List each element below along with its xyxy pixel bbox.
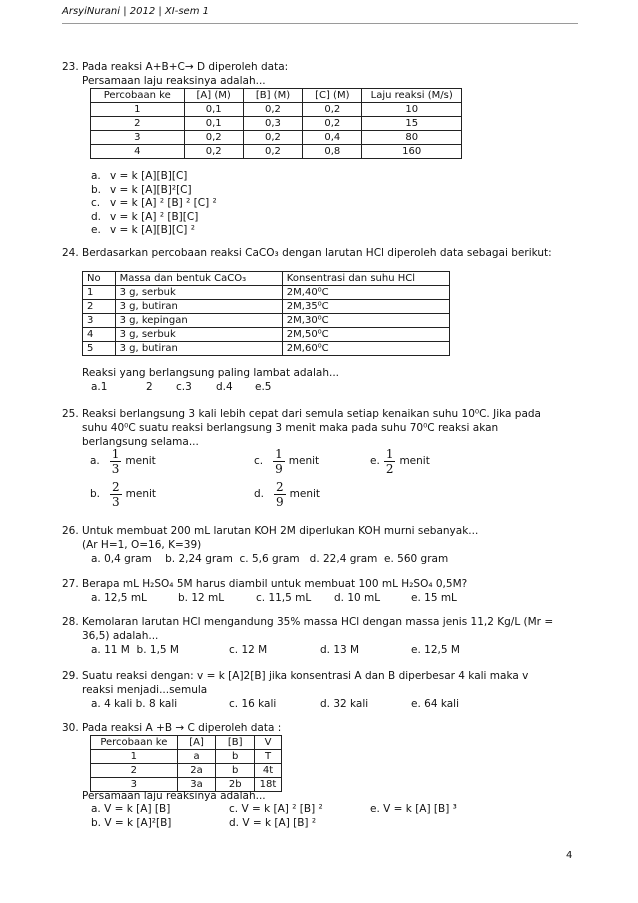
q24-opt-c: c.3 [176,381,192,393]
table-cell: 2a [177,764,216,778]
table-row [91,145,462,159]
table-cell: 4 [83,328,116,342]
q27-line1: Berapa mL H₂SO₄ 5M harus diambil untuk membuat 100 mL H₂SO₄ 0,5M? [82,578,468,590]
q27-opt-e: e. 15 mL [411,592,457,604]
table-header-cell: No [83,272,116,286]
table-cell: T [255,750,282,764]
table-cell: 3 g, butiran [115,342,282,356]
q26-options: a. 0,4 gram b. 2,24 gram c. 5,6 gram d. 22,4 gram e. 560 gram [91,553,449,565]
table-row [91,103,462,117]
q29-opt-e: e. 64 kali [411,698,459,710]
q23-number: 23. [62,61,79,73]
table-cell: 0,2 [184,131,243,145]
table-cell: 2M,40⁰C [282,286,449,300]
q26-number: 26. [62,525,79,537]
table-cell: 3a [177,778,216,792]
table-cell: b [216,750,255,764]
table-cell: 80 [362,131,462,145]
table-cell: 3 g, serbuk [115,286,282,300]
table-cell: 5 [83,342,116,356]
table-cell: 3 g, kepingan [115,314,282,328]
q29-opt-c: c. 16 kali [229,698,277,710]
table-cell: 1 [91,750,178,764]
table-cell: b [216,764,255,778]
table-cell: 1 [91,103,185,117]
q23-option-text: v = k [A][B]²[C] [110,183,192,196]
q23-table [90,88,462,159]
table-cell: 10 [362,103,462,117]
q29-opt-ab: a. 4 kali b. 8 kali [91,698,178,710]
q24-table [82,271,450,356]
q23-line2: Persamaan laju reaksinya adalah... [82,75,266,87]
q30-text: Pada reaksi A +B → C diperoleh data : [82,722,282,734]
table-header-cell: [A] [177,736,216,750]
q24-opt-d: d.4 [216,381,233,393]
table-cell: 2M,35⁰C [282,300,449,314]
header-divider [62,23,578,24]
q25-opt-a: a. $\frac{1}{3}$ menit [90,446,156,476]
table-row [83,342,450,356]
table-cell: 2b [216,778,255,792]
table-row [83,328,450,342]
table-cell: 160 [362,145,462,159]
table-header-cell: [A] (M) [184,89,243,103]
q30-table [90,735,282,792]
q27-opt-d: d. 10 mL [334,592,381,604]
table-row [91,764,282,778]
q25-opt-d: d. $\frac{2}{9}$ menit [254,479,321,509]
table-header-cell: V [255,736,282,750]
q30-opt-d: d. V = k [A] [B] ² [229,817,317,829]
q23-option-letter: b. [91,183,102,196]
q25-opt-e: e. $\frac{1}{2}$ menit [370,446,430,476]
q28-opt-ab: a. 11 M b. 1,5 M [91,644,179,656]
table-cell: 0,4 [303,131,362,145]
table-cell: 4 [91,145,185,159]
table-cell: a [177,750,216,764]
q25-opt-b: b. $\frac{2}{3}$ menit [90,479,157,509]
q29-line2: reaksi menjadi...semula [82,684,208,696]
q27-number: 27. [62,578,79,590]
q29-line1: Suatu reaksi dengan: v = k [A]2[B] jika konsentrasi A dan B diperbesar 4 kali maka v [82,670,529,682]
table-header-cell: [C] (M) [303,89,362,103]
q30-number: 30. [62,722,79,734]
table-cell: 0,2 [243,131,302,145]
table-row [83,314,450,328]
table-cell: 2M,30⁰C [282,314,449,328]
table-header-cell: Massa dan bentuk CaCO₃ [115,272,282,286]
table-cell: 3 [91,778,178,792]
table-cell: 18t [255,778,282,792]
table-cell: 3 g, butiran [115,300,282,314]
q23-option-letter: d. [91,210,102,223]
table-cell: 0,1 [184,103,243,117]
table-cell: 1 [83,286,116,300]
q23-option-letter: e. [91,224,101,236]
table-header-cell: Konsentrasi dan suhu HCl [282,272,449,286]
q25-line3: berlangsung selama... [82,436,199,448]
q23-option-text: v = k [A] ² [B][C] [110,210,199,223]
page-header: ArsyiNurani | 2012 | XI-sem 1 [62,6,209,17]
table-row [91,750,282,764]
q23-text: Pada reaksi A+B+C→ D diperoleh data: [82,61,289,73]
table-cell: 4t [255,764,282,778]
q23-option-letter: a. [91,170,101,182]
table-cell: 2 [91,764,178,778]
table-header-row [91,89,462,103]
q27-opt-a: a. 12,5 mL [91,592,147,604]
q24-opt-b: 2 [146,381,153,393]
table-cell: 2M,50⁰C [282,328,449,342]
q25-number: 25. [62,408,79,420]
table-cell: 2 [91,117,185,131]
table-header-row [83,272,450,286]
table-header-row [91,736,282,750]
q24-opt-a: a.1 [91,381,108,393]
table-cell: 3 [91,131,185,145]
q30-opt-a: a. V = k [A] [B] [91,803,171,815]
q26-line2: (Ar H=1, O=16, K=39) [82,539,202,551]
table-cell: 3 g, serbuk [115,328,282,342]
table-row [83,286,450,300]
table-cell: 0,1 [184,117,243,131]
table-cell: 0,8 [303,145,362,159]
q24-opt-e: e.5 [255,381,272,393]
q25-opt-c: c. $\frac{1}{9}$ menit [254,446,320,476]
q24-number: 24. [62,247,79,259]
q30-opt-c: c. V = k [A] ² [B] ² [229,803,323,815]
table-cell: 3 [83,314,116,328]
q30-opt-e: e. V = k [A] [B] ³ [370,803,457,815]
q27-opt-b: b. 12 mL [178,592,225,604]
q25-line1: Reaksi berlangsung 3 kali lebih cepat dari semula setiap kenaikan suhu 10⁰C. Jika pada [82,408,541,420]
table-cell: 0,2 [243,103,302,117]
q30-opt-b: b. V = k [A]²[B] [91,817,172,829]
q28-opt-e: e. 12,5 M [411,644,460,656]
q27-opt-c: c. 11,5 mL [256,592,312,604]
q28-line1: Kemolaran larutan HCl mengandung 35% massa HCl dengan massa jenis 11,2 Kg/L (Mr = [82,616,554,628]
page-number: 4 [566,850,573,861]
table-header-cell: [B] [216,736,255,750]
q24-line2: Reaksi yang berlangsung paling lambat adalah... [82,367,340,379]
q23-option-text: v = k [A][B][C] ² [110,224,195,236]
q24-text: Berdasarkan percobaan reaksi CaCO₃ dengan larutan HCl diperoleh data sebagai berikut: [82,247,552,259]
table-header-cell: Percobaan ke [91,736,178,750]
table-cell: 0,2 [303,103,362,117]
q28-line2: 36,5) adalah... [82,630,159,642]
table-header-cell: Percobaan ke [91,89,185,103]
table-header-cell: Laju reaksi (M/s) [362,89,462,103]
table-cell: 2M,60⁰C [282,342,449,356]
q23-option-text: v = k [A][B][C] [110,170,188,182]
q29-number: 29. [62,670,79,682]
q28-opt-d: d. 13 M [320,644,360,656]
q23-option-text: v = k [A] ² [B] ² [C] ² [110,197,217,209]
table-row [91,131,462,145]
table-row [91,117,462,131]
q30-line2: Persamaan laju reaksinya adalah... [82,790,266,802]
table-cell: 0,2 [243,145,302,159]
table-header-cell: [B] (M) [243,89,302,103]
q28-opt-c: c. 12 M [229,644,268,656]
q29-opt-d: d. 32 kali [320,698,369,710]
table-cell: 0,2 [303,117,362,131]
table-cell: 2 [83,300,116,314]
q25-line2: suhu 40⁰C suatu reaksi berlangsung 3 menit maka pada suhu 70⁰C reaksi akan [82,422,499,434]
table-cell: 15 [362,117,462,131]
q26-line1: Untuk membuat 200 mL larutan KOH 2M diperlukan KOH murni sebanyak... [82,525,479,537]
table-row [83,300,450,314]
table-cell: 0,2 [184,145,243,159]
q23-option-letter: c. [91,197,101,209]
table-cell: 0,3 [243,117,302,131]
q28-number: 28. [62,616,79,628]
